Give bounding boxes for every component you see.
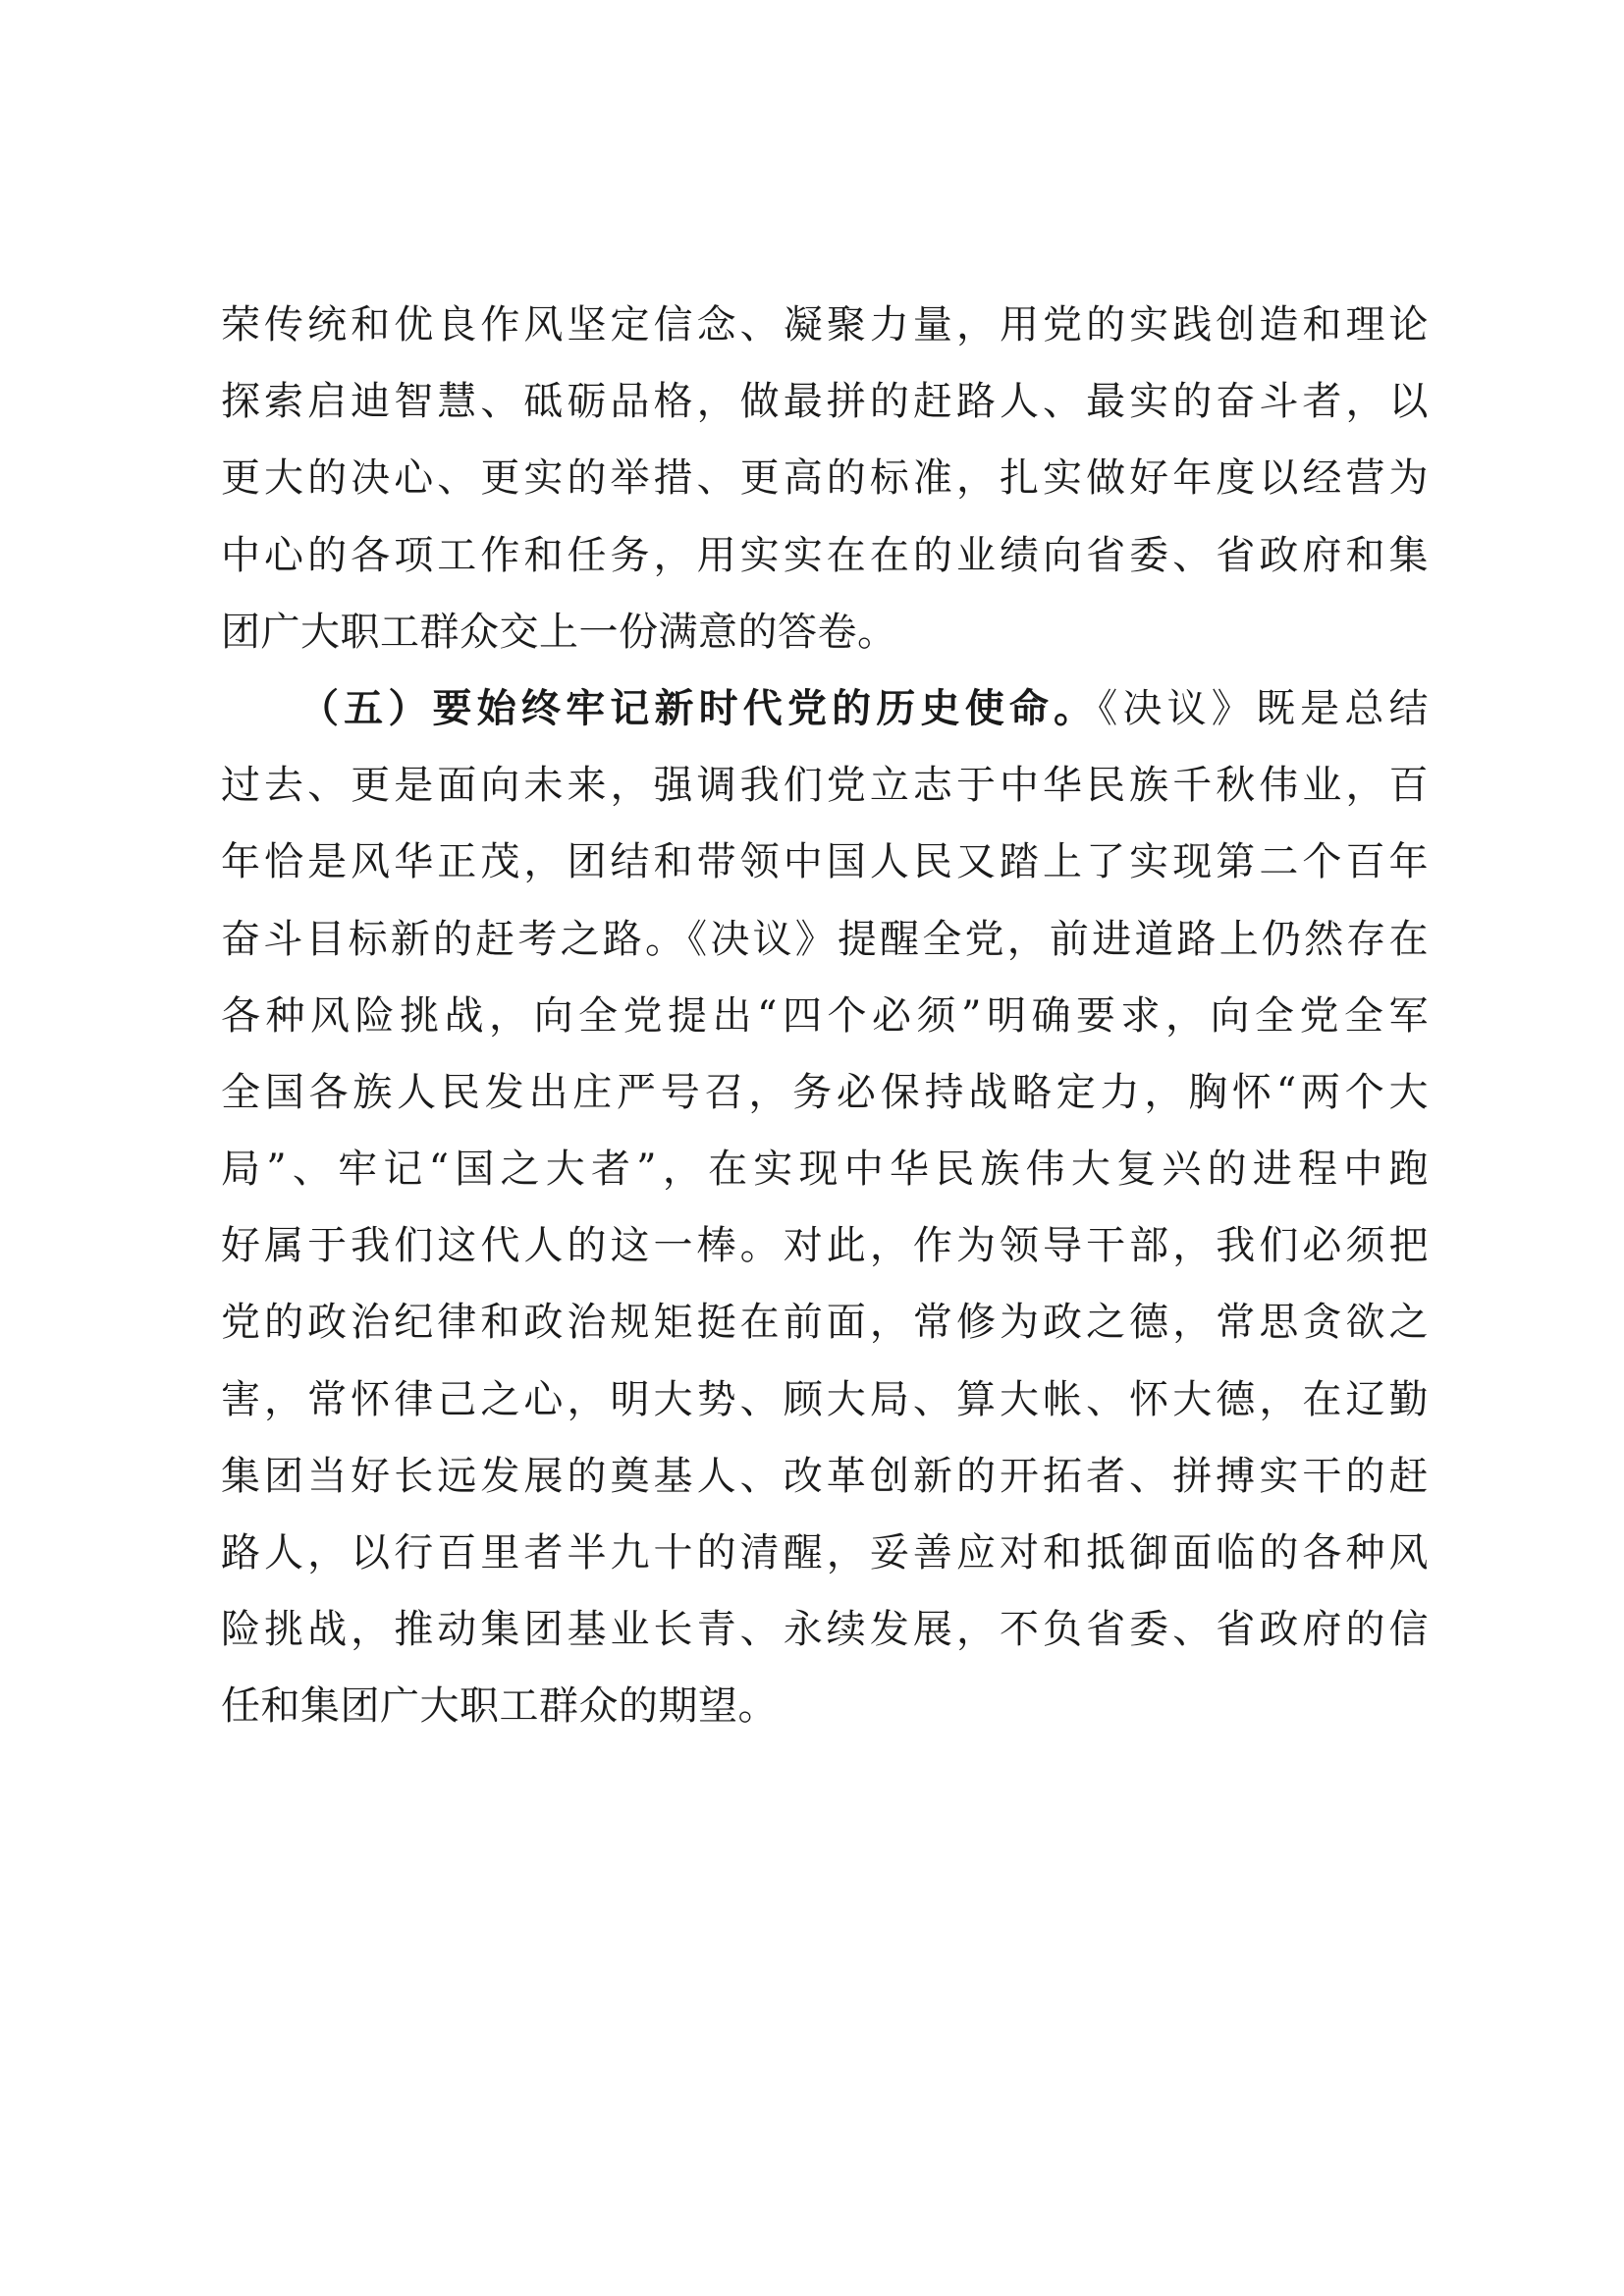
text-line: 局”、牢记“国之大者”，在实现中华民族伟大复兴的进程中跑 [221,1147,1429,1193]
paragraph-continuation [221,287,1429,670]
text-line: 年恰是风华正茂，团结和带领中国人民又踏上了实现第二个百年 [221,839,1429,885]
text-line: 全国各族人民发出庄严号召，务必保持战略定力，胸怀“两个大 [221,1069,1429,1115]
text-line: 更大的决心、更实的举措、更高的标准，扎实做好年度以经营为 [221,455,1429,502]
text-line: 党的政治纪律和政治规矩挺在前面，常修为政之德，常思贪欲之 [221,1300,1429,1346]
text-line: 好属于我们这代人的这一棒。对此，作为领导干部，我们必须把 [221,1223,1429,1269]
text-line: 中心的各项工作和任务，用实实在在的业绩向省委、省政府和集 [221,532,1429,578]
document-page [221,287,1429,1745]
paragraph-section-five [221,670,1429,1745]
text-line: 害，常怀律己之心，明大势、顾大局、算大帐、怀大德，在辽勤 [221,1376,1429,1422]
text-line: 集团当好长远发展的奠基人、改革创新的开拓者、拼搏实干的赶 [221,1453,1429,1499]
text-line: 团广大职工群众交上一份满意的答卷。 [221,609,897,655]
text-line: 荣传统和优良作风坚定信念、凝聚力量，用党的实践创造和理论 [221,302,1429,347]
text-line: 奋斗目标新的赶考之路。《决议》提醒全党，前进道路上仍然存在 [221,916,1429,962]
text-line: 探索启迪智慧、砥砺品格，做最拼的赶路人、最实的奋斗者，以 [221,379,1429,425]
section-heading: （五）要始终牢记新时代党的历史使命。 [299,684,1099,731]
text-line: 过去、更是面向未来，强调我们党立志于中华民族千秋伟业，百 [221,763,1429,809]
text-line: 路人，以行百里者半九十的清醒，妥善应对和抵御面临的各种风 [221,1530,1429,1575]
section-first-line [221,670,1429,747]
text-line: 险挑战，推动集团基业长青、永续发展，不负省委、省政府的信 [221,1607,1429,1653]
text-line: 任和集团广大职工群众的期望。 [221,1683,778,1730]
section-first-line-text: 《决议》既是总结 [1098,685,1430,731]
text-line: 各种风险挑战，向全党提出“四个必须”明确要求，向全党全军 [221,992,1429,1039]
